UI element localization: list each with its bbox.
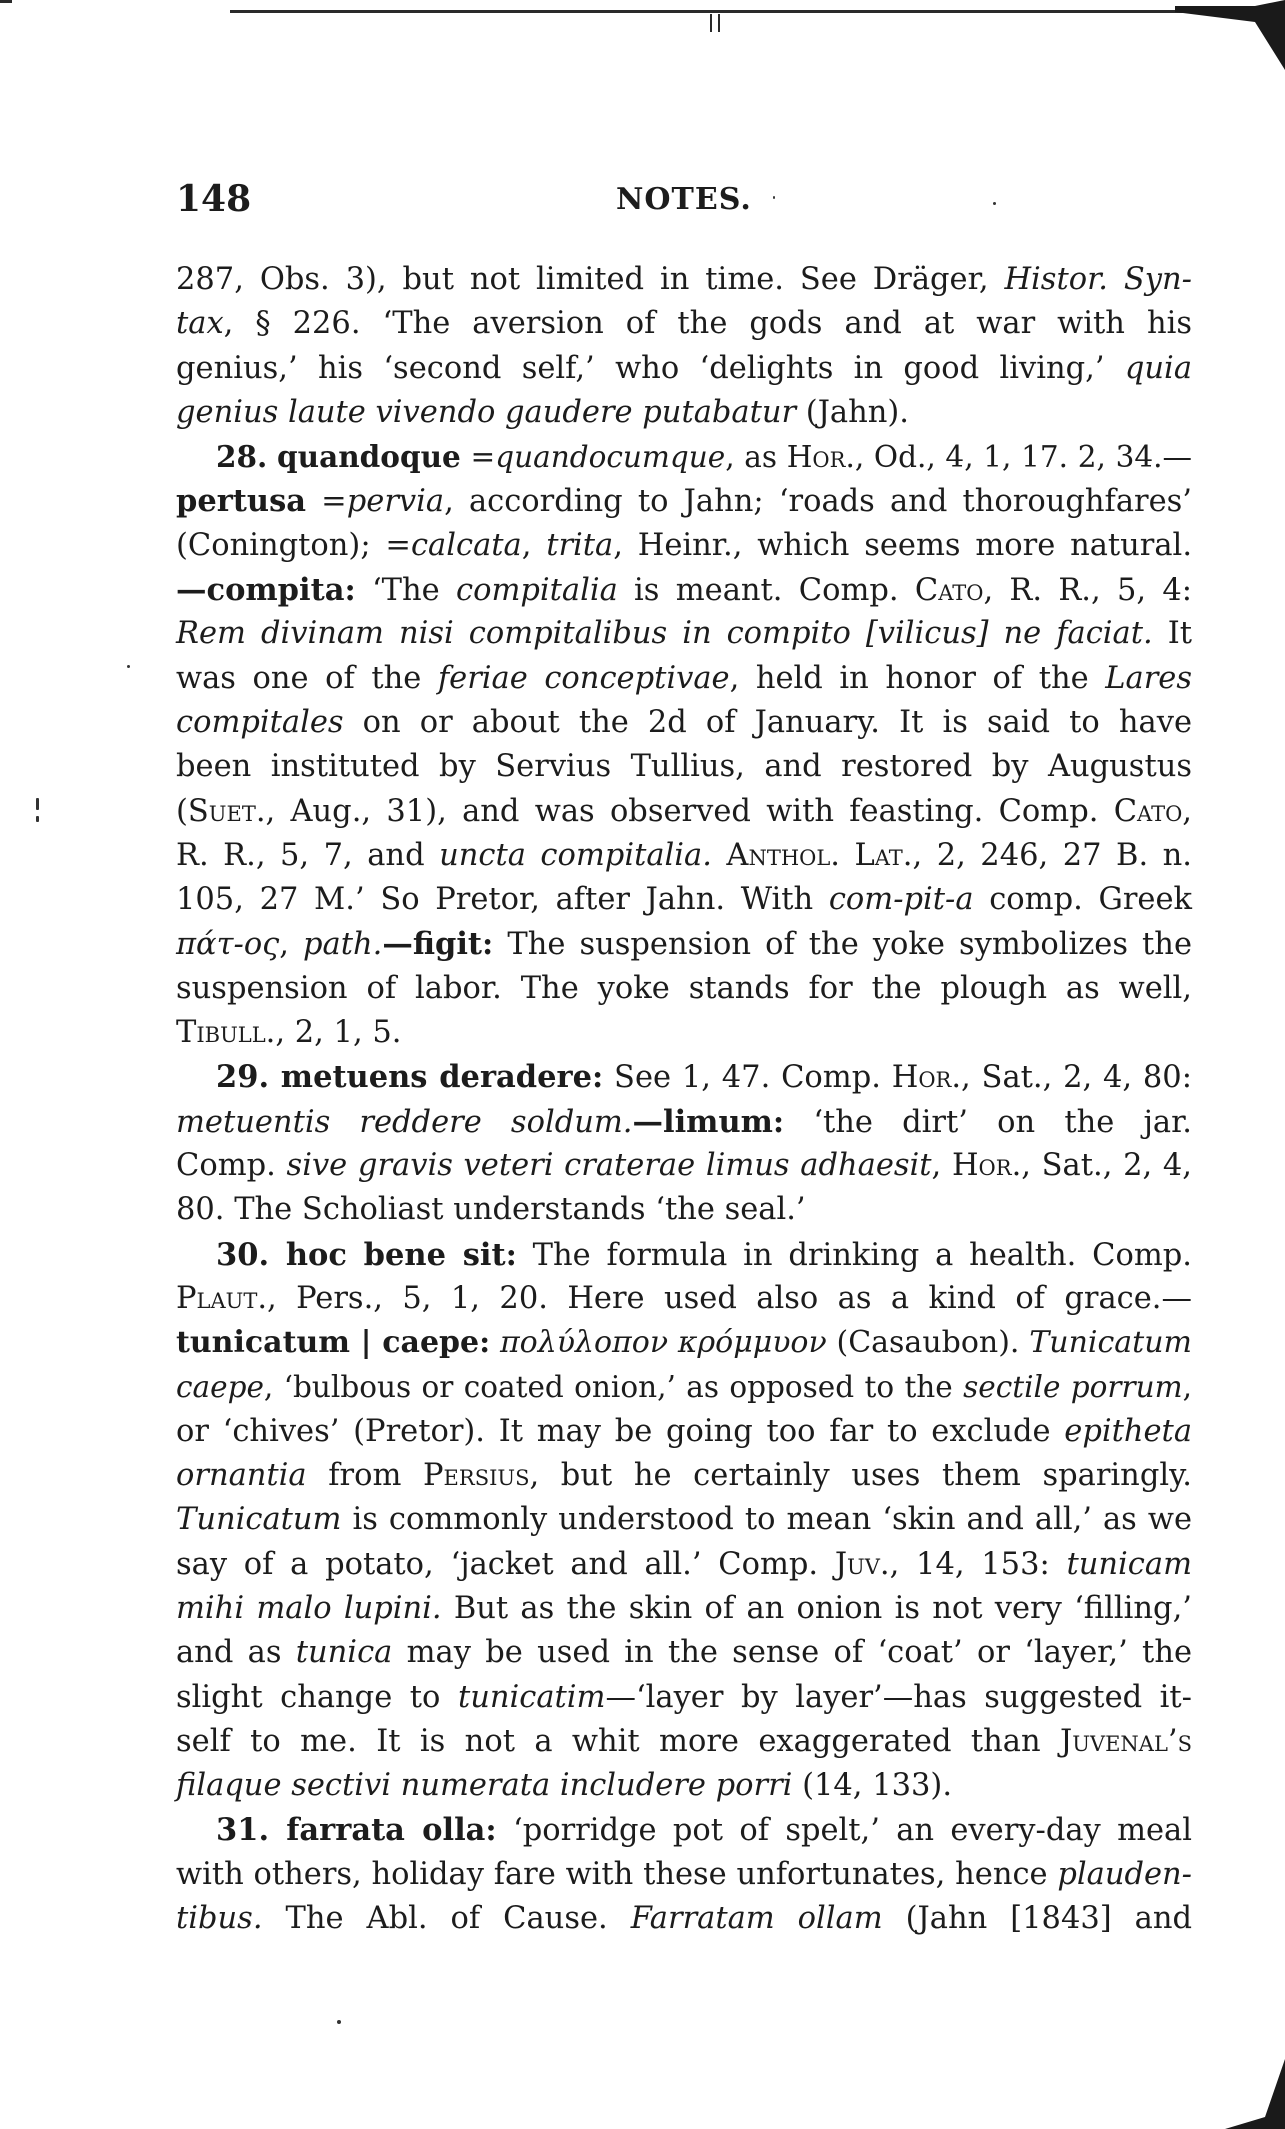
text-run: is commonly understood to mean ‘skin and all,’ as we bbox=[341, 1502, 1192, 1538]
text-run: say of a potato, ‘jacket and all.’ Comp. bbox=[176, 1546, 835, 1582]
text-run: Rem divinam nisi compitalibus in compito [vilicus] ne faciat. bbox=[176, 616, 1153, 652]
text-line bbox=[176, 612, 1192, 656]
scan-speck bbox=[36, 798, 39, 810]
text-run: was one of the bbox=[176, 660, 438, 696]
text-run: mihi malo lupini. bbox=[176, 1590, 442, 1626]
text-run: See 1, 47. Comp. bbox=[603, 1060, 892, 1096]
text-run: πάτ-ος bbox=[176, 927, 280, 963]
text-run: , bbox=[931, 1147, 952, 1183]
text-run: , held in honor of the bbox=[729, 660, 1106, 696]
text-line bbox=[176, 790, 1192, 834]
text-line bbox=[176, 347, 1192, 391]
text-run: , bbox=[279, 927, 304, 963]
text-run: slight change to bbox=[176, 1679, 458, 1715]
scan-edge-mark bbox=[0, 0, 12, 3]
text-run: been instituted by Servius Tullius, and restored by Augustus bbox=[176, 749, 1192, 785]
text-run: Juvenal’s bbox=[1060, 1723, 1192, 1759]
scan-speck bbox=[36, 816, 39, 822]
text-line bbox=[176, 1100, 1192, 1144]
text-run: ( bbox=[176, 793, 188, 829]
text-run: Hor. bbox=[951, 1147, 1022, 1183]
text-run: epitheta bbox=[1064, 1413, 1192, 1449]
text-run: , as bbox=[725, 440, 787, 475]
text-run: 287, Obs. 3), but not limited in time. See Dräger, bbox=[176, 262, 1005, 297]
lemma: hoc bene sit: bbox=[269, 1236, 517, 1273]
text-line bbox=[176, 1365, 1192, 1409]
text-run: —‘layer by layer’—has suggested it- bbox=[605, 1679, 1192, 1715]
text-run: trita bbox=[546, 527, 614, 563]
text-run: Tibull. bbox=[176, 1015, 276, 1051]
lemma: farrata olla: bbox=[269, 1812, 497, 1849]
top-border-rule bbox=[230, 10, 1230, 13]
note-number: 31. bbox=[216, 1812, 270, 1849]
text-run: The formula in drinking a health. Comp. bbox=[516, 1237, 1192, 1273]
text-run: tunicatim bbox=[457, 1679, 606, 1715]
scan-speck bbox=[127, 665, 130, 668]
text-line bbox=[176, 1808, 1192, 1852]
text-run: on or about the 2d of January. It is said to have bbox=[343, 704, 1192, 740]
text-run: , but he certainly uses them sparingly. bbox=[529, 1458, 1192, 1494]
text-line bbox=[176, 1676, 1192, 1720]
text-run: (Casaubon). bbox=[826, 1325, 1030, 1361]
text-line bbox=[176, 435, 1192, 479]
text-run: Tunicatum bbox=[1029, 1325, 1192, 1361]
text-run: Lares bbox=[1105, 660, 1192, 696]
text-run: is meant. Comp. bbox=[617, 573, 915, 609]
corner-arrow-icon bbox=[1225, 2059, 1285, 2129]
notes-body bbox=[176, 258, 1192, 1941]
lemma: —compita: bbox=[176, 572, 356, 609]
text-line bbox=[176, 878, 1192, 922]
text-run: feriae conceptivae bbox=[437, 660, 730, 696]
page-header bbox=[176, 172, 1192, 232]
note-number: 30. bbox=[216, 1236, 270, 1273]
text-run: The suspension of the yoke symbolizes the bbox=[493, 927, 1192, 963]
text-line bbox=[176, 657, 1192, 701]
text-line bbox=[176, 391, 1192, 435]
note-31 bbox=[176, 1808, 1192, 1941]
running-title: NOTES. bbox=[616, 182, 752, 217]
text-line bbox=[176, 834, 1192, 878]
text-run: Comp. bbox=[176, 1147, 287, 1183]
text-run: , 14, 153: bbox=[889, 1546, 1067, 1582]
lemma: —limum: bbox=[632, 1103, 785, 1140]
text-run: compitales bbox=[176, 704, 344, 740]
text-line bbox=[176, 745, 1192, 789]
text-line bbox=[176, 302, 1192, 346]
lemma: tunicatum | caepe: bbox=[176, 1325, 491, 1361]
text-run: , 2, 246, 27 B. n. bbox=[912, 837, 1192, 873]
text-run: , Od., 4, 1, 17. 2, 34.— bbox=[854, 440, 1192, 475]
text-run: filaque sectivi numerata includere porri bbox=[176, 1768, 793, 1804]
text-line bbox=[176, 1454, 1192, 1498]
text-run: = bbox=[460, 440, 496, 475]
text-run: calcata bbox=[410, 527, 522, 563]
text-line bbox=[176, 1587, 1192, 1631]
text-line bbox=[176, 701, 1192, 745]
text-run: tunica bbox=[295, 1635, 393, 1671]
text-run: , Aug., 31), and was observed with feasting. Comp. bbox=[265, 793, 1114, 829]
text-run: 105, 27 M.’ So Pretor, after Jahn. With bbox=[176, 882, 829, 918]
text-run: 80. The Scholiast understands ‘the seal.’ bbox=[176, 1192, 806, 1228]
text-run: Cato bbox=[914, 573, 984, 609]
text-run: , according to Jahn; ‘roads and thoroughfares’ bbox=[444, 484, 1192, 520]
text-run: quia bbox=[1124, 350, 1192, 386]
text-run: , Heinr., which seems more natural. bbox=[613, 527, 1193, 563]
text-line bbox=[176, 479, 1192, 523]
text-run: pervia bbox=[346, 484, 445, 520]
text-line bbox=[176, 1410, 1192, 1454]
text-run: genius,’ his ‘second self,’ who ‘delights in good living,’ bbox=[176, 350, 1125, 386]
text-run: tunicam bbox=[1066, 1546, 1192, 1582]
text-run: , R. R., 5, 4: bbox=[983, 573, 1193, 609]
text-run: ‘porridge pot of spelt,’ an every-day meal bbox=[496, 1813, 1192, 1849]
text-run: quandocumque bbox=[495, 440, 726, 475]
text-run: (Jahn [1843] and bbox=[882, 1900, 1192, 1936]
text-run: tax bbox=[176, 306, 224, 342]
scan-speck bbox=[337, 2020, 341, 2024]
text-run: , bbox=[1182, 793, 1192, 829]
text-line bbox=[176, 1543, 1192, 1587]
text-run: uncta compitalia. bbox=[439, 837, 712, 873]
note-30 bbox=[176, 1233, 1192, 1809]
text-run: comp. Greek bbox=[973, 882, 1192, 918]
text-run: The Abl. of Cause. bbox=[262, 1900, 631, 1936]
text-run: , bbox=[1182, 1370, 1193, 1405]
text-line bbox=[176, 1897, 1192, 1941]
text-run: Hor. bbox=[891, 1060, 962, 1096]
text-run: Hor. bbox=[786, 440, 855, 475]
text-run: Histor. Syn- bbox=[1004, 262, 1192, 297]
text-run: πολύλοπον κρόμμυον bbox=[490, 1325, 827, 1361]
text-line bbox=[176, 568, 1192, 612]
text-run: Anthol. Lat. bbox=[711, 837, 913, 873]
text-line bbox=[176, 1631, 1192, 1675]
text-run: (14, 133). bbox=[792, 1768, 953, 1804]
text-run: , bbox=[521, 527, 547, 563]
corner-arrow-icon bbox=[1175, 0, 1285, 70]
text-run: Tunicatum bbox=[176, 1502, 342, 1538]
text-line bbox=[176, 1853, 1192, 1897]
text-line bbox=[176, 1188, 1192, 1232]
text-run: genius laute vivendo gaudere putabatur bbox=[176, 394, 797, 430]
text-run: Suet. bbox=[187, 793, 266, 829]
text-line bbox=[176, 922, 1192, 966]
text-run: ‘The bbox=[355, 573, 456, 609]
text-run: or ‘chives’ (Pretor). It may be going too far to exclude bbox=[176, 1413, 1065, 1449]
text-run: sive gravis veteri craterae limus adhaesit bbox=[286, 1147, 932, 1183]
text-run: , Pers., 5, 1, 20. Here used also as a kind of grace.— bbox=[267, 1280, 1192, 1316]
text-run: with others, holiday fare with these unfortunates, hence bbox=[176, 1856, 1058, 1892]
text-line bbox=[176, 967, 1192, 1011]
text-run: plauden- bbox=[1057, 1856, 1192, 1892]
page-number: 148 bbox=[176, 178, 252, 220]
text-line bbox=[176, 1144, 1192, 1188]
lemma: pertusa bbox=[176, 483, 306, 520]
text-run: Plaut. bbox=[176, 1280, 268, 1316]
text-run: = bbox=[306, 484, 347, 520]
scan-tick-mark bbox=[710, 14, 712, 32]
text-run: ‘the dirt’ on the jar. bbox=[784, 1104, 1193, 1140]
text-run: (Conington); = bbox=[176, 527, 411, 563]
text-run: , ‘bulbous or coated onion,’ as opposed to the bbox=[263, 1370, 964, 1405]
text-line bbox=[176, 1720, 1192, 1764]
text-run: may be used in the sense of ‘coat’ or ‘layer,’ the bbox=[392, 1635, 1193, 1671]
text-line bbox=[176, 1055, 1192, 1099]
text-run: Persius bbox=[423, 1458, 530, 1494]
text-run: , § 226. ‘The aversion of the gods and at war with his bbox=[223, 306, 1192, 342]
text-run: from bbox=[306, 1458, 424, 1494]
text-run: caepe bbox=[176, 1370, 264, 1405]
text-line bbox=[176, 1277, 1192, 1321]
text-line bbox=[176, 1011, 1192, 1055]
text-line bbox=[176, 1498, 1192, 1542]
text-run: sectile porrum bbox=[963, 1370, 1183, 1405]
text-run: Farratam ollam bbox=[630, 1900, 883, 1936]
lemma: —figit: bbox=[382, 926, 494, 963]
text-run: suspension of labor. The yoke stands for the plough as well, bbox=[176, 970, 1192, 1006]
text-run: It bbox=[1152, 616, 1192, 652]
text-run: Juv. bbox=[834, 1546, 890, 1582]
text-run: metuentis reddere soldum. bbox=[176, 1104, 633, 1140]
note-number: 29. bbox=[216, 1059, 270, 1096]
text-run: path. bbox=[303, 927, 383, 963]
text-run: , 2, 1, 5. bbox=[275, 1015, 402, 1051]
note-28 bbox=[176, 435, 1192, 1055]
text-run: and as bbox=[176, 1635, 296, 1671]
text-line bbox=[176, 258, 1192, 302]
note-number: 28. bbox=[216, 439, 268, 475]
text-run: ornantia bbox=[176, 1458, 307, 1494]
text-run: (Jahn). bbox=[796, 394, 909, 430]
text-line bbox=[176, 1764, 1192, 1808]
text-run: tibus. bbox=[176, 1900, 263, 1936]
text-run: , Sat., 2, 4, bbox=[1021, 1147, 1192, 1183]
text-run: self to me. It is not a whit more exaggerated than bbox=[176, 1723, 1060, 1759]
text-run: But as the skin of an onion is not very ‘filling,’ bbox=[441, 1590, 1192, 1626]
text-line bbox=[176, 524, 1192, 568]
text-run: compitalia bbox=[456, 573, 618, 609]
note-continuation bbox=[176, 258, 1192, 435]
text-run: R. R., 5, 7, and bbox=[176, 837, 440, 873]
text-line bbox=[176, 1233, 1192, 1277]
scan-tick-mark bbox=[718, 14, 720, 32]
text-run: , Sat., 2, 4, 80: bbox=[961, 1060, 1192, 1096]
text-run: com-pit-a bbox=[828, 882, 974, 918]
text-run: Cato bbox=[1113, 793, 1183, 829]
lemma: metuens deradere: bbox=[269, 1059, 604, 1096]
lemma: quandoque bbox=[277, 439, 461, 475]
text-line bbox=[176, 1321, 1192, 1365]
note-29 bbox=[176, 1055, 1192, 1232]
